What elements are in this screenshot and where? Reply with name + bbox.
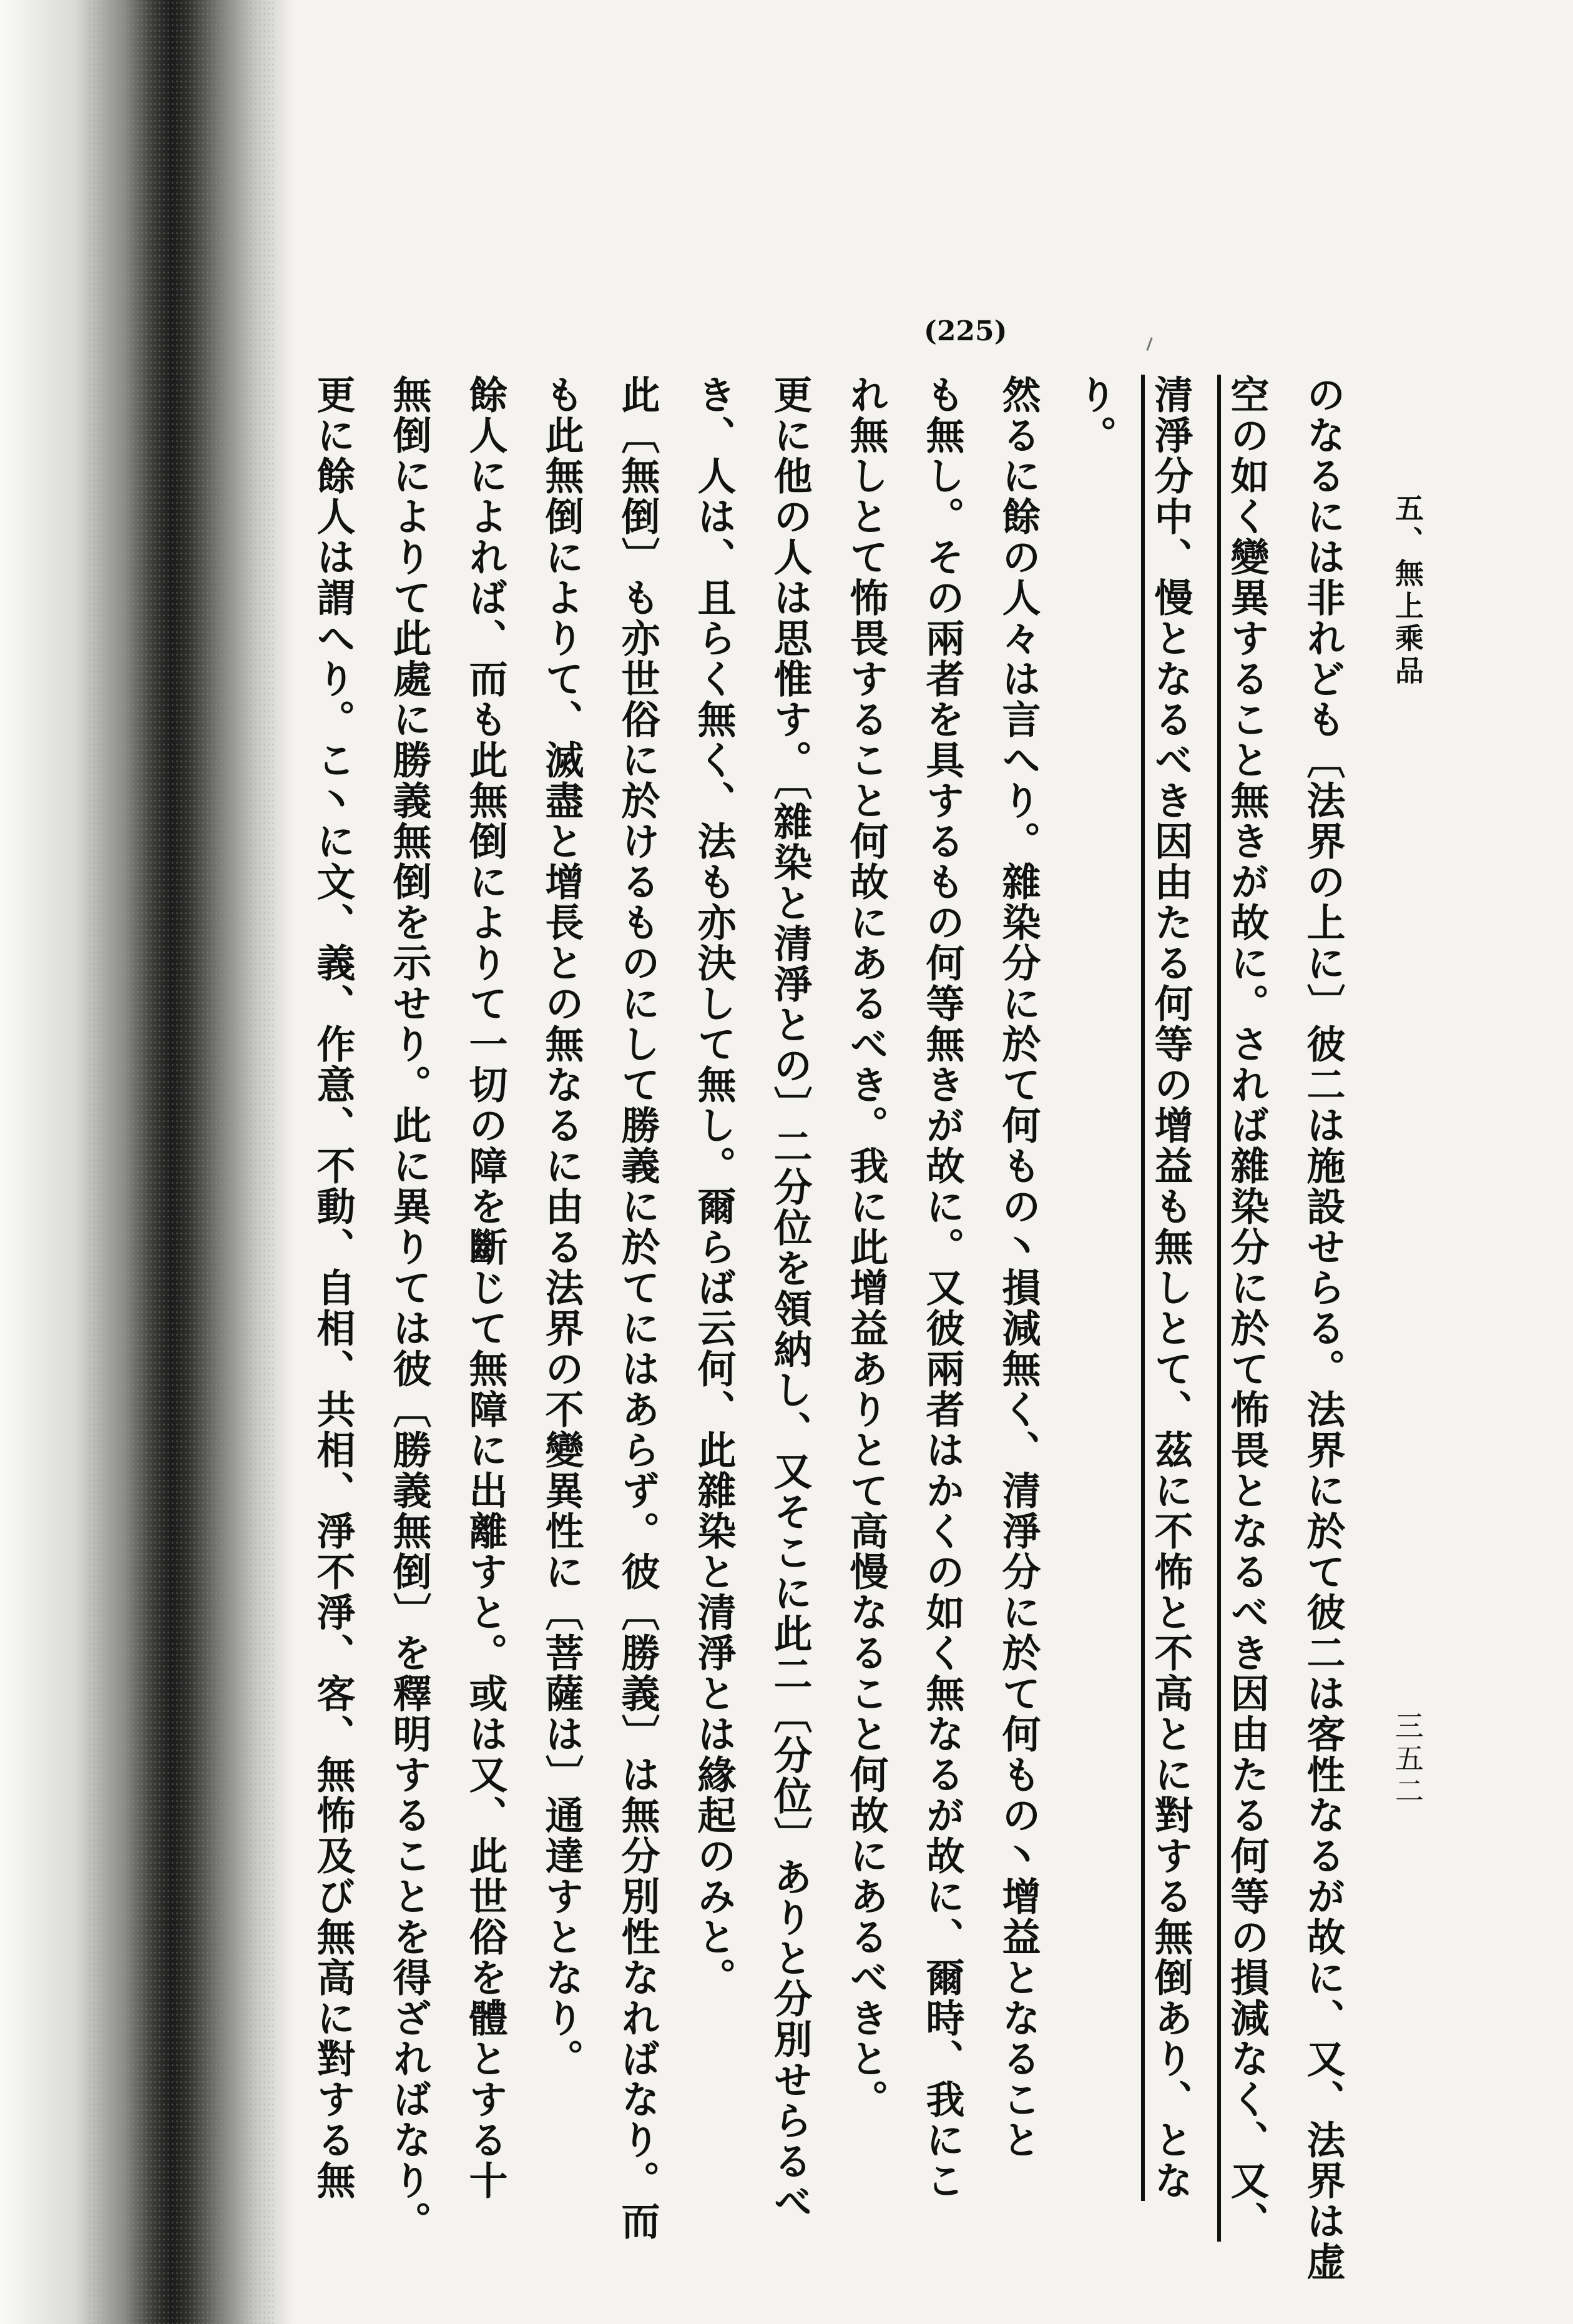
text-column-3: 清淨分中、慢となるべき因由たる何等の增益も無しとて、茲に不怖と不高とに對する無倒あり、とな xyxy=(1148,375,1193,2201)
text-column-2: 空の如く變異すること無きが故に。されば雜染分に於て怖畏となるべき因由たる何等の損減なく、又、 xyxy=(1224,375,1270,2242)
text-column-1: のなるには非れども〔法界の上に〕彼二は施設せらる。法界に於て彼二は客性なるが故に、又、法界は虚 xyxy=(1300,375,1346,2282)
text-column-6: も無し。その兩者を具するもの何等無きが故に。又彼兩者はかくの如く無なるが故に、爾時、我にこ xyxy=(919,375,965,2201)
scan-speckle xyxy=(87,0,275,2324)
text-column-5: 然るに餘の人々は言へり。雜染分に於て何もの丶損減無く、清淨分に於て何もの丶增益となること xyxy=(996,375,1041,2160)
running-header-chapter: 五、無上乘品 xyxy=(1391,493,1424,688)
body-text xyxy=(295,375,1361,2282)
margin-mark xyxy=(1146,337,1152,351)
text-column-10: 此〔無倒〕も亦世俗に於けるものにして勝義に於てにはあらず。彼〔勝義〕は無分別性なればなり。而 xyxy=(615,375,660,2242)
page-number: (225) xyxy=(924,315,1007,347)
text-column-7: れ無しとて怖畏すること何故にあるべき。我に此增益ありとて高慢なること何故にあるべきと。 xyxy=(843,375,889,2120)
running-header-folio: 三五二 xyxy=(1391,1711,1424,1808)
text-column-8: 更に他の人は思惟す。〔雜染と清淨との〕二分位を領納し、又そこに此二〔分位〕ありと分別せらるべ xyxy=(767,375,813,2222)
text-column-12: 餘人によれば、而も此無倒によりて一切の障を斷じて無障に出離すと。或は又、此世俗を體とする十 xyxy=(463,375,508,2201)
text-column-11: も此無倒によりて、滅盡と增長との無なるに由る法界の不變異性に〔菩薩は〕通達すとなり。 xyxy=(539,375,584,2079)
text-column-9: き、人は、且らく無く、法も亦決して無し。爾らば云何、此雜染と清淨とは緣起のみと。 xyxy=(691,375,737,1998)
text-column-4: り。 xyxy=(1072,375,1117,456)
text-column-14: 更に餘人は謂へり。こ丶に文、義、作意、不動、自相、共相、淨不淨、客、無怖及び無高に對する無 xyxy=(310,375,356,2201)
text-column-13: 無倒によりて此處に勝義無倒を示せり。此に異りては彼〔勝義無倒〕を釋明することを得ざればなり。 xyxy=(386,375,432,2242)
